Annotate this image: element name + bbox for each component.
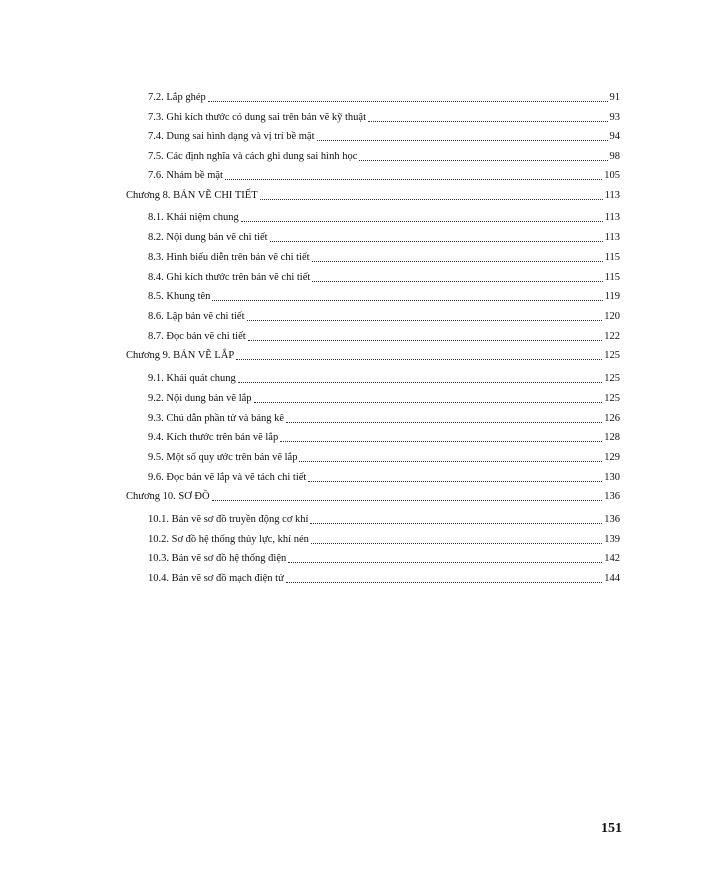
toc-entry-page: 129 [604, 452, 620, 463]
dot-leader [286, 422, 602, 423]
toc-entry-title: 10.3. Bản vẽ sơ đồ hệ thống điện [148, 553, 287, 564]
dot-leader [238, 382, 602, 383]
toc-entry-title: 8.3. Hình biểu diễn trên bản vẽ chi tiết [148, 252, 310, 263]
toc-entry-page: 113 [604, 232, 620, 243]
toc-chapter-title: Chương 9. BẢN VẼ LẮP [126, 350, 235, 361]
toc-chapter-8[interactable] [126, 188, 620, 202]
toc-entry-7-6[interactable] [148, 168, 620, 182]
toc-entry-title: 9.4. Kích thước trên bản vẽ lắp [148, 432, 279, 443]
toc-entry-page: 105 [604, 170, 620, 181]
toc-entry-page: 142 [604, 553, 620, 564]
dot-leader [359, 160, 607, 161]
toc-entry-9-2[interactable] [148, 391, 620, 405]
toc-entry-page: 136 [604, 514, 620, 525]
page-number: 151 [601, 821, 622, 836]
toc-entry-8-4[interactable] [148, 270, 620, 284]
dot-leader [311, 543, 602, 544]
toc-entry-title: 9.3. Chú dẫn phần tử và bảng kê [148, 413, 285, 424]
toc-entry-title: 8.2. Nội dung bản vẽ chi tiết [148, 232, 268, 243]
toc-entry-title: 8.5. Khung tên [148, 291, 211, 302]
toc-entry-9-6[interactable] [148, 470, 620, 484]
dot-leader [270, 241, 603, 242]
toc-entry-10-1[interactable] [148, 512, 620, 526]
toc-chapter-title: Chương 10. SƠ ĐỒ [126, 491, 210, 502]
toc-entry-9-4[interactable] [148, 430, 620, 444]
dot-leader [288, 562, 602, 563]
toc-entry-title: 8.1. Khái niệm chung [148, 212, 239, 223]
toc-entry-page: 139 [604, 534, 620, 545]
toc-entry-10-3[interactable] [148, 551, 620, 565]
toc-entry-9-3[interactable] [148, 411, 620, 425]
dot-leader [212, 300, 602, 301]
toc-entry-8-2[interactable] [148, 230, 620, 244]
toc-entry-9-5[interactable] [148, 450, 620, 464]
dot-leader [286, 582, 602, 583]
toc-entry-8-7[interactable] [148, 329, 620, 343]
toc-entry-title: 8.6. Lập bản vẽ chi tiết [148, 311, 245, 322]
toc-chapter-page: 125 [604, 350, 620, 361]
dot-leader [299, 461, 602, 462]
dot-leader [247, 320, 603, 321]
toc-entry-7-3[interactable] [148, 110, 620, 124]
toc-entry-8-5[interactable] [148, 289, 620, 303]
toc-entry-8-6[interactable] [148, 309, 620, 323]
toc-entry-page: 113 [604, 212, 620, 223]
toc-entry-page: 122 [604, 331, 620, 342]
toc-entry-page: 125 [604, 373, 620, 384]
toc-entry-page: 91 [609, 92, 620, 103]
toc-entry-page: 119 [604, 291, 620, 302]
toc-entry-page: 125 [604, 393, 620, 404]
toc-entry-title: 10.4. Bản vẽ sơ đồ mạch điện tử [148, 573, 284, 584]
toc-entry-page: 115 [604, 272, 620, 283]
toc-entry-7-5[interactable] [148, 149, 620, 163]
dot-leader [254, 402, 603, 403]
toc-entry-page: 94 [609, 131, 620, 142]
dot-leader [368, 121, 608, 122]
toc-entry-page: 98 [609, 151, 620, 162]
toc-entry-title: 7.6. Nhám bề mặt [148, 170, 223, 181]
dot-leader [208, 101, 608, 102]
toc-entry-10-2[interactable] [148, 532, 620, 546]
toc-entry-page: 120 [604, 311, 620, 322]
toc-entry-title: 9.1. Khái quát chung [148, 373, 236, 384]
toc-entry-title: 9.6. Đọc bản vẽ lắp và vẽ tách chi tiết [148, 472, 307, 483]
dot-leader [280, 441, 602, 442]
toc-chapter-9[interactable] [126, 348, 620, 362]
dot-leader [225, 179, 602, 180]
toc-chapter-page: 136 [604, 491, 620, 502]
toc-entry-7-4[interactable] [148, 129, 620, 143]
dot-leader [248, 340, 603, 341]
toc-entry-page: 130 [604, 472, 620, 483]
toc-entry-title: 9.2. Nội dung bản vẽ lắp [148, 393, 252, 404]
toc-entry-title: 8.7. Đọc bản vẽ chi tiết [148, 331, 246, 342]
dot-leader [260, 199, 603, 200]
dot-leader [236, 359, 602, 360]
dot-leader [212, 500, 603, 501]
toc-entry-page: 128 [604, 432, 620, 443]
toc-entry-title: 8.4. Ghi kích thước trên bản vẽ chi tiết [148, 272, 311, 283]
dot-leader [241, 221, 603, 222]
toc-entry-title: 9.5. Một số quy ước trên bản vẽ lắp [148, 452, 298, 463]
dot-leader [312, 261, 603, 262]
dot-leader [312, 281, 602, 282]
toc-entry-title: 10.1. Bản vẽ sơ đồ truyền động cơ khí [148, 514, 309, 525]
toc-entry-10-4[interactable] [148, 571, 620, 585]
dot-leader [317, 140, 608, 141]
dot-leader [308, 481, 602, 482]
toc-entry-page: 115 [604, 252, 620, 263]
toc-entry-8-1[interactable] [148, 210, 620, 224]
toc-entry-title: 7.2. Lắp ghép [148, 92, 206, 103]
toc-entry-page: 93 [609, 112, 620, 123]
toc-entry-page: 126 [604, 413, 620, 424]
toc-entry-page: 144 [604, 573, 620, 584]
toc-entry-9-1[interactable] [148, 371, 620, 385]
toc-entry-title: 10.2. Sơ đồ hệ thống thủy lực, khí nén [148, 534, 309, 545]
toc-entry-title: 7.5. Các định nghĩa và cách ghi dung sai hình học [148, 151, 358, 162]
dot-leader [310, 523, 602, 524]
toc-entry-7-2[interactable] [148, 90, 620, 104]
toc-entry-title: 7.3. Ghi kích thước có dung sai trên bản vẽ kỹ thuật [148, 112, 366, 123]
toc-chapter-title: Chương 8. BẢN VẼ CHI TIẾT [126, 190, 258, 201]
toc-chapter-10[interactable] [126, 489, 620, 503]
toc-entry-8-3[interactable] [148, 250, 620, 264]
toc-entry-title: 7.4. Dung sai hình dạng và vị trí bề mặt [148, 131, 315, 142]
toc-chapter-page: 113 [604, 190, 620, 201]
